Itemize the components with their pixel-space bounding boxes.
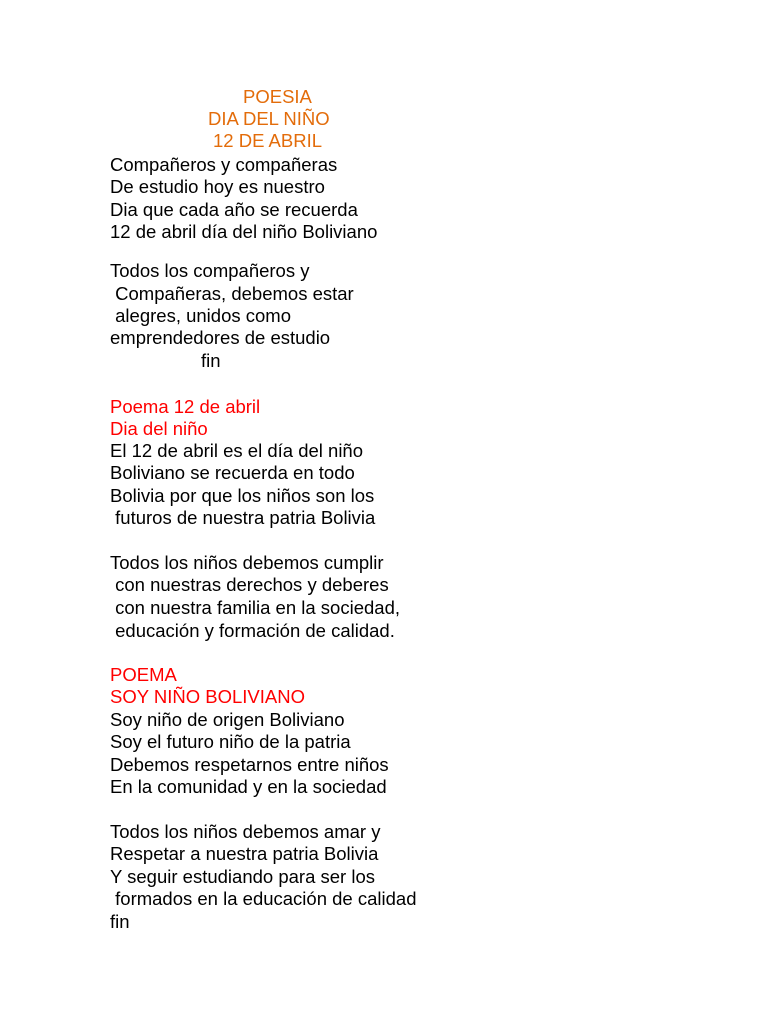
poem3-stanza1-line-3: Debemos respetarnos entre niños (110, 754, 389, 775)
poem2-title-line-1: Poema 12 de abril (110, 396, 261, 417)
poem1-stanza1-line-1: Compañeros y compañeras (110, 154, 338, 175)
poem1-stanza2-line-2: Compañeras, debemos estar (110, 283, 354, 304)
poem1-end: fin (201, 350, 221, 371)
poem3-stanza1-line-1: Soy niño de origen Boliviano (110, 709, 345, 730)
poem1-title-line-2: DIA DEL NIÑO (208, 108, 330, 129)
poem2-stanza1-line-4: futuros de nuestra patria Bolivia (110, 507, 376, 528)
poem2-stanza2-line-1: Todos los niños debemos cumplir (110, 552, 384, 573)
poem1-stanza2-line-4: emprendedores de estudio (110, 327, 331, 348)
poem1-stanza1-line-4: 12 de abril día del niño Boliviano (110, 221, 378, 242)
poem3-stanza2-line-1: Todos los niños debemos amar y (110, 821, 381, 842)
poem2-stanza1-line-2: Boliviano se recuerda en todo (110, 462, 355, 483)
poem1-title-line-3: 12 DE ABRIL (213, 130, 323, 151)
poem3-stanza1-line-2: Soy el futuro niño de la patria (110, 731, 351, 752)
poem1-title-line-1: POESIA (243, 86, 312, 107)
poem1-stanza1-line-3: Dia que cada año se recuerda (110, 199, 358, 220)
poem3-stanza2-line-4: formados en la educación de calidad (110, 888, 417, 909)
poem2-stanza1-line-1: El 12 de abril es el día del niño (110, 440, 364, 461)
poem1-stanza2-line-1: Todos los compañeros y (110, 260, 310, 281)
poem1-stanza2-line-3: alegres, unidos como (110, 305, 291, 326)
poem2-title-line-2: Dia del niño (110, 418, 208, 439)
poem3-stanza2-line-3: Y seguir estudiando para ser los (110, 866, 375, 887)
poem1-stanza1-line-2: De estudio hoy es nuestro (110, 176, 325, 197)
poem3-stanza2-line-2: Respetar a nuestra patria Bolivia (110, 843, 379, 864)
poem3-end: fin (110, 911, 130, 932)
poem3-title-line-1: POEMA (110, 664, 177, 685)
poem2-stanza1-line-3: Bolivia por que los niños son los (110, 485, 375, 506)
poem2-stanza2-line-2: con nuestras derechos y deberes (110, 574, 389, 595)
poem3-title-line-2: SOY NIÑO BOLIVIANO (110, 686, 305, 707)
poem2-stanza2-line-3: con nuestra familia en la sociedad, (110, 597, 401, 618)
poem2-stanza2-line-4: educación y formación de calidad. (110, 620, 395, 641)
poem3-stanza1-line-4: En la comunidad y en la sociedad (110, 776, 387, 797)
